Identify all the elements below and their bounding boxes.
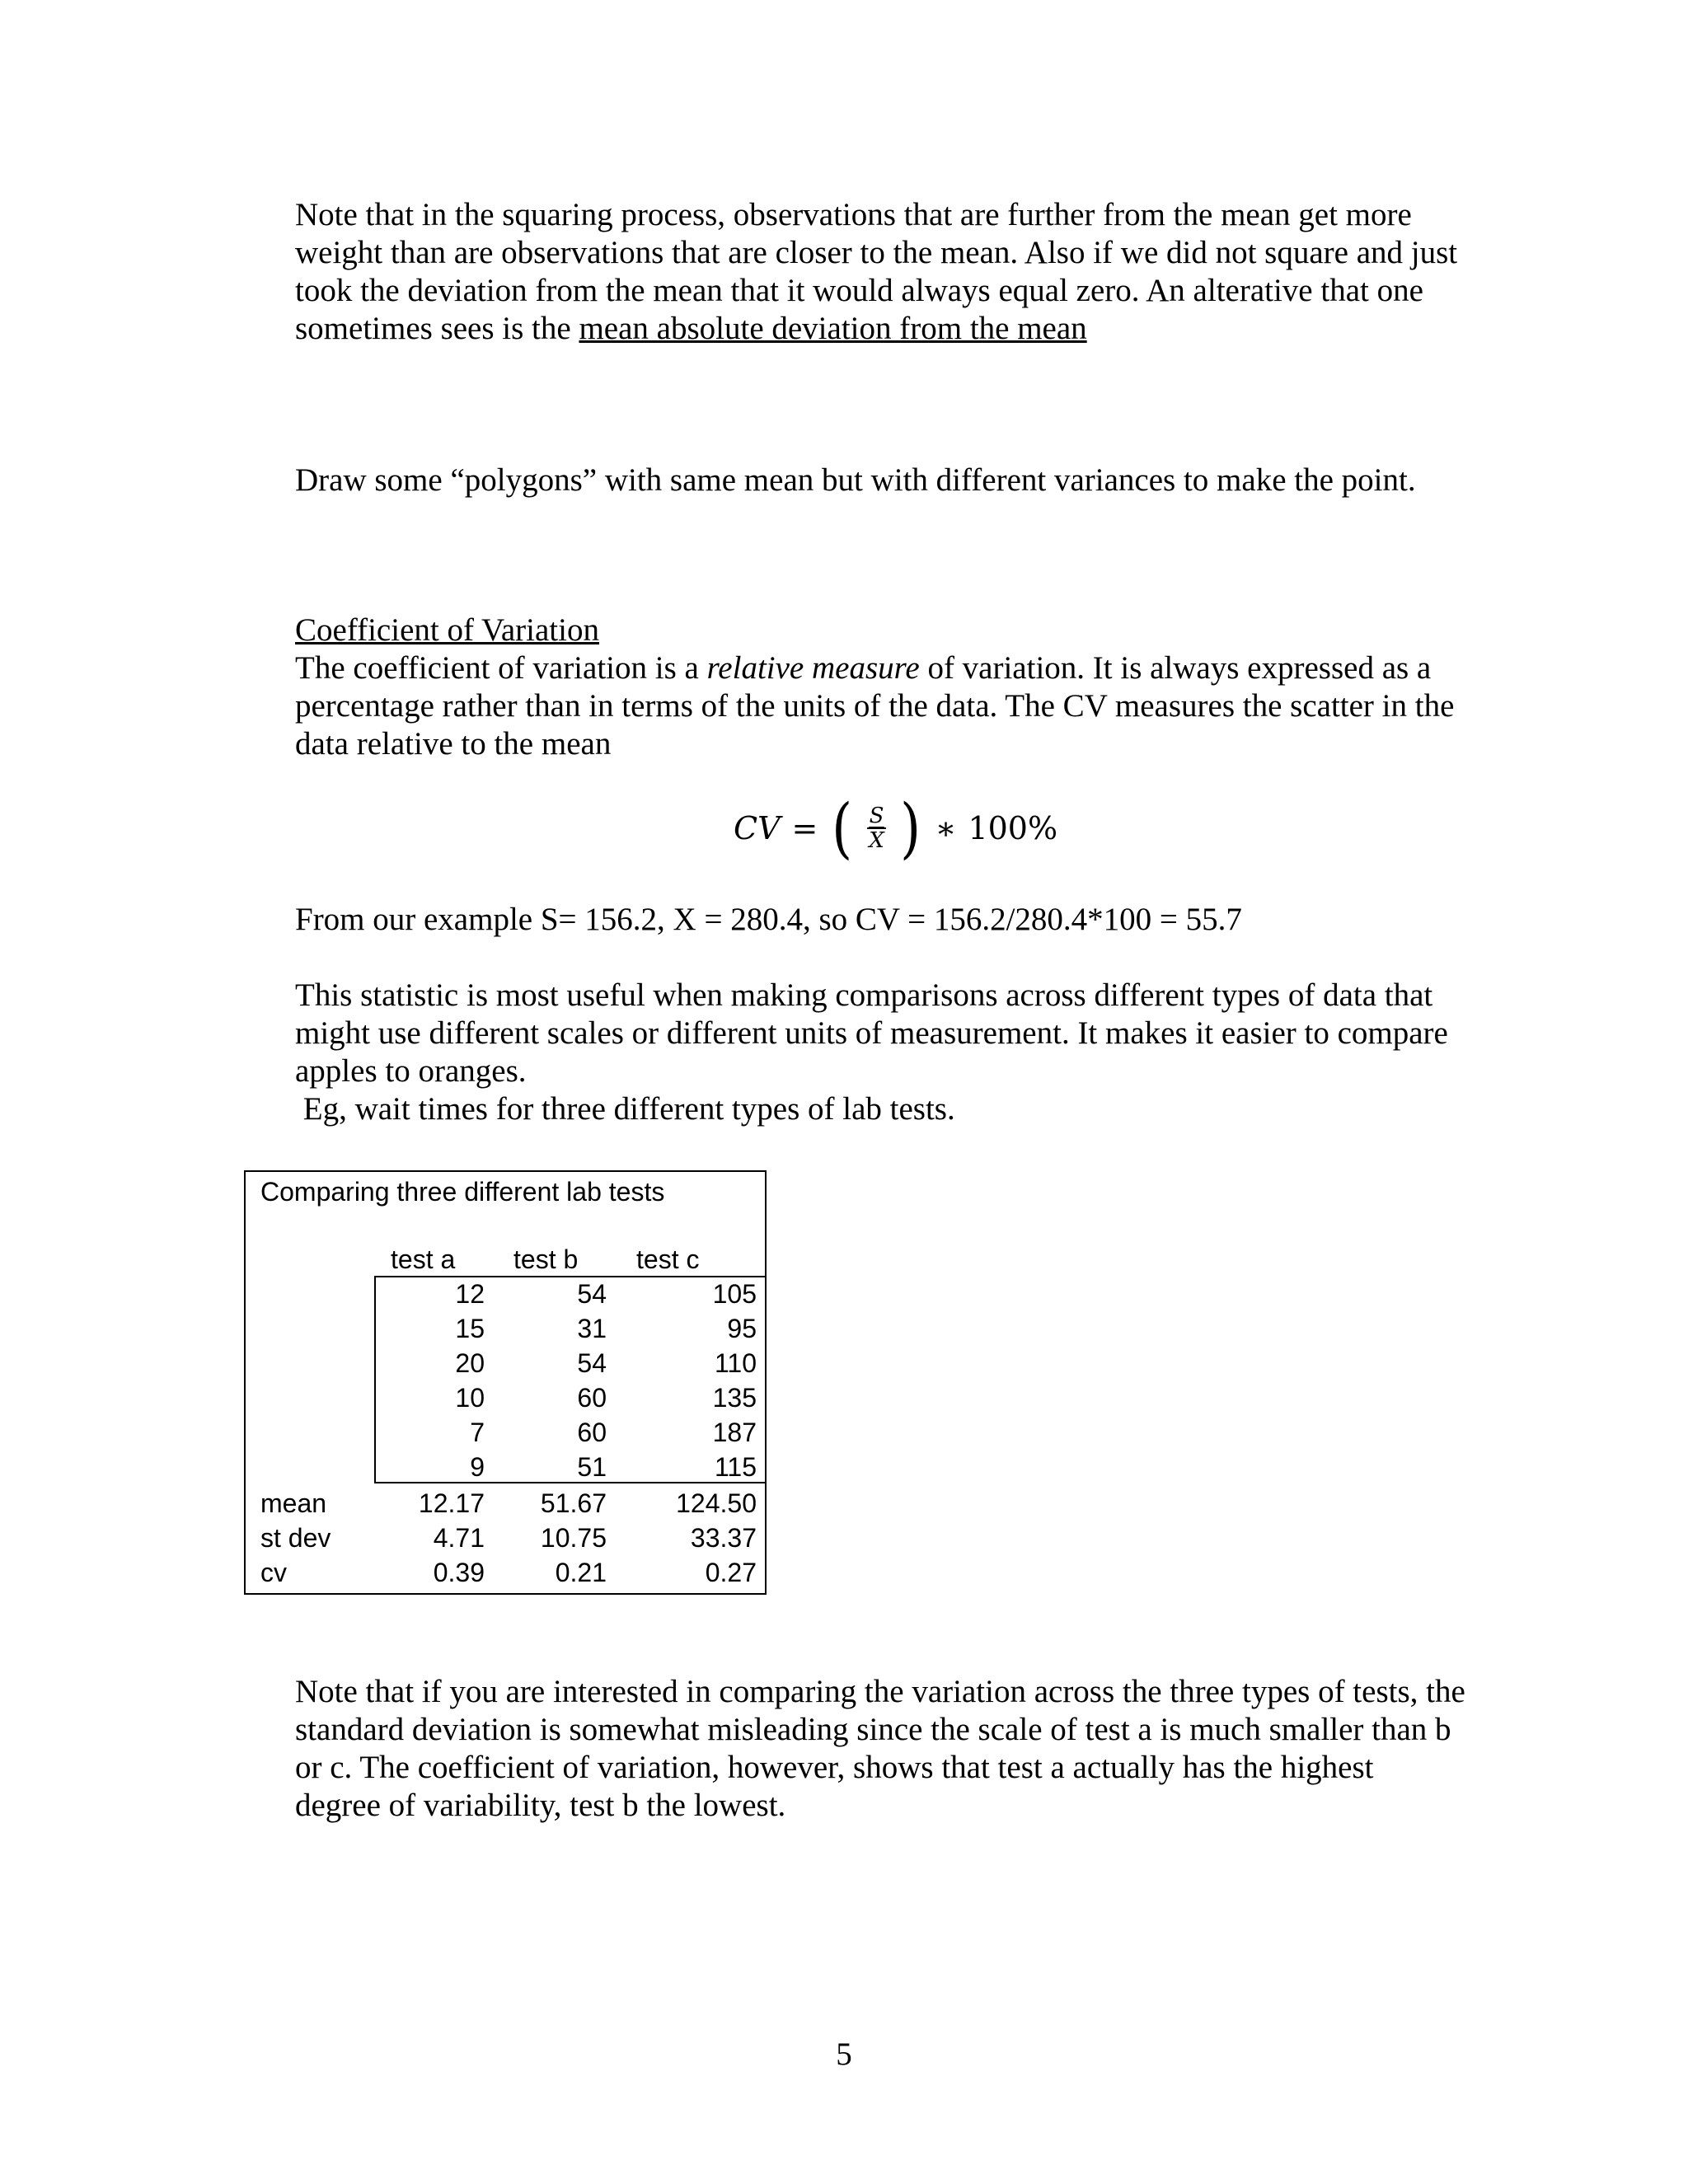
table-cell: 95 [727, 1314, 757, 1343]
formula-lhs: CV [734, 810, 781, 846]
formula-multiply: ∗ [935, 810, 957, 846]
header-test-b: test b [513, 1244, 579, 1274]
underlined-term: mean absolute deviation from the mean [579, 311, 1087, 346]
header-test-c: test c [636, 1244, 700, 1274]
table-cell: 110 [714, 1348, 757, 1378]
paragraph-squaring [295, 196, 1465, 348]
row-label-stdev: st dev [260, 1523, 331, 1553]
table-cell: 10 [455, 1383, 485, 1413]
row-label-cv: cv [260, 1558, 287, 1587]
formula-factor: 100% [968, 810, 1058, 846]
paragraph-usefulness [295, 977, 1465, 1128]
row-label-mean: mean [260, 1488, 327, 1518]
table-cell: 60 [577, 1383, 607, 1413]
paragraph-text: Note that if you are interested in comparing the variation across the three types of tests, the standard deviation is somewhat misleading since the scale of test a is much smaller than b or c. The coefficient of variation, however, shows that test a actually has the highest degree of variability, test b the lowest. [295, 1674, 1465, 1823]
paragraph-text: Note that in the squaring process, observations that are further from the mean get more weight than are observations that are closer to the mean. Also if we did not square and just took the deviation from the mean that it would always equal zero. An alterative that one sometimes sees is the [295, 197, 1458, 346]
table-title: Comparing three different lab tests [260, 1177, 665, 1207]
paragraph-example: Eg, wait times for three different types of lab tests. [295, 1091, 955, 1127]
fraction-numerator: S [867, 804, 887, 829]
formula-fraction [867, 804, 887, 852]
cv-section [295, 612, 1465, 763]
table-cell: 51.67 [540, 1488, 607, 1518]
paragraph-conclusion [295, 1673, 1465, 1825]
table-cell: 0.27 [705, 1558, 757, 1587]
example-line [295, 901, 1465, 939]
table-cell: 10.75 [540, 1523, 607, 1553]
table-cell: 20 [455, 1348, 485, 1378]
table-cell: 135 [712, 1383, 757, 1413]
table-cell: 51 [577, 1452, 607, 1482]
table-cell: 15 [455, 1314, 485, 1343]
table-cell: 0.21 [555, 1558, 607, 1587]
paragraph-text: This statistic is most useful when making comparisons across different types of data that might use different scales or different units of measurement. It makes it easier to compare apples to oranges. [295, 977, 1448, 1089]
paragraph-text: Draw some “polygons” with same mean but with different variances to make the point. [295, 462, 1416, 498]
table-cell: 9 [470, 1452, 485, 1482]
table-cell: 7 [470, 1418, 485, 1447]
header-test-a: test a [391, 1244, 456, 1274]
table-cell: 0.39 [433, 1558, 485, 1587]
table-cell: 54 [577, 1348, 607, 1378]
lab-tests-table [244, 1170, 767, 1595]
left-paren: ( [832, 790, 853, 866]
table-cell: 12 [455, 1279, 485, 1309]
formula-equals: = [791, 810, 818, 846]
table-cell: 31 [577, 1314, 607, 1343]
table-cell: 60 [577, 1418, 607, 1447]
table-cell: 187 [712, 1418, 757, 1447]
section-heading: Coefficient of Variation [295, 612, 599, 648]
table-cell: 33.37 [690, 1523, 757, 1553]
table-cell: 124.50 [676, 1488, 757, 1518]
fraction-denominator: X [869, 828, 884, 853]
paragraph-text: From our example S= 156.2, X = 280.4, so CV = 156.2/280.4*100 = 55.7 [295, 902, 1242, 937]
right-paren: ) [900, 790, 921, 866]
table-cell: 12.17 [418, 1488, 485, 1518]
italic-term: relative measure [706, 650, 920, 686]
cv-description: The coefficient of variation is a relative measure of variation. It is always expressed as a percentage rather than in terms of the units of the data. The CV measures the scatter in the data relative to the mean [295, 650, 1455, 762]
table-cell: 105 [712, 1279, 757, 1309]
cv-formula [734, 783, 1057, 874]
table-cell: 54 [577, 1279, 607, 1309]
table-cell: 4.71 [433, 1523, 485, 1553]
paragraph-polygons [295, 462, 1465, 499]
page-number: 5 [836, 2036, 852, 2072]
table-cell: 115 [714, 1452, 757, 1482]
